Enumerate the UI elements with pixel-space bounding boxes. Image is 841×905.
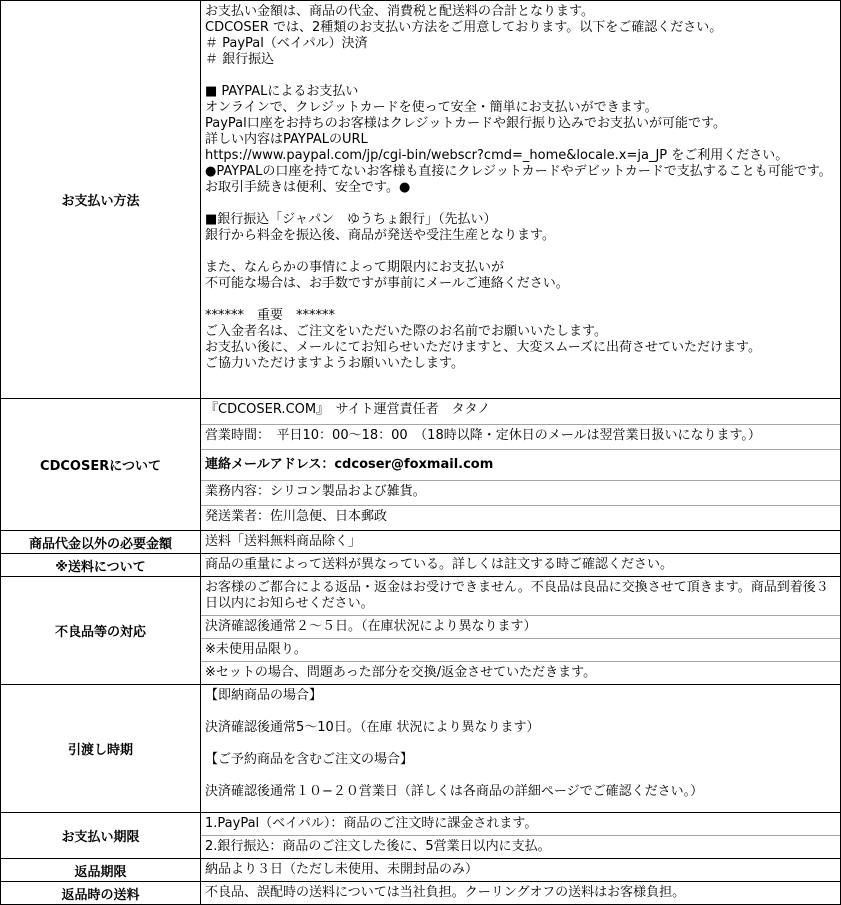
text-line: また、なんらかの事情によって期限内にお支払いが (205, 260, 505, 275)
text-line: PayPal口座をお持ちのお客様はクレジットカードや銀行振り込みでお支払いが可能です。 (205, 116, 726, 131)
text-line: お支払い後に、メールにてお知らせいただけますと、大変スムーズに出荷させていただけます。 (205, 340, 762, 355)
text-line: ●PAYPALの口座を持てないお客様も直接にクレジットカードやデビットカードで支払することも可能です。 (205, 164, 832, 179)
row-header-payment-deadline: お支払い期限 (1, 813, 201, 859)
text-line: 『CDCOSER.COM』 サイト運営責任者 タタノ (205, 402, 491, 417)
content-block (201, 577, 840, 615)
text-line: ※セットの場合、問題あった部分を交換/返金させていただきます。 (205, 665, 597, 680)
text-line (205, 768, 836, 784)
text-line: お客様のご都合による返品・返金はお受けできません。不良品は良品に交換させて頂きます。商品到着後３日以内にお知らせください。 (205, 580, 829, 611)
row-header-defective-items: 不良品等の対応 (1, 577, 201, 685)
shop-policy-table-body (1, 1, 841, 905)
row-header-delivery-time: 引渡し時期 (1, 685, 201, 813)
text-line (205, 704, 836, 720)
content-block (201, 661, 840, 684)
text-line: 商品の重量によって送料が異なっている。詳しくは註文する時ご確認ください。 (205, 557, 674, 572)
content-block (201, 859, 840, 881)
text-line: ご入金者名は、ご注文をいただいた際のお名前でお願いいたします。 (205, 324, 607, 339)
row-content-delivery-time (201, 685, 841, 813)
row-header-return-deadline: 返品期限 (1, 859, 201, 882)
text-line: オンラインで、クレジットカードを使って安全・簡単にお支払いができます。 (205, 100, 658, 115)
text-line: 【即納商品の場合】 (205, 688, 323, 703)
text-line: 不可能な場合は、お手数ですが事前にメールご連絡ください。 (205, 276, 569, 291)
content-block (201, 882, 840, 904)
text-line: ＃ 銀行振込 (205, 52, 275, 67)
content-block (201, 480, 840, 505)
table-row-shipping-note (1, 554, 841, 577)
content-block (201, 554, 840, 576)
content-block (201, 685, 840, 803)
text-line (205, 292, 836, 308)
text-line (205, 736, 836, 752)
text-line: 銀行から料金を振込後、商品が発送や受注生産となります。 (205, 228, 555, 243)
table-row-about-cdcoser (1, 399, 841, 531)
row-content-about-cdcoser (201, 399, 841, 531)
row-header-payment-method: お支払い方法 (1, 1, 201, 399)
text-line: お支払い金額は、商品の代金、消費税と配送料の合計となります。 (205, 4, 594, 19)
text-line: 決済確認後通常２〜５日。（在庫状況により異なります） (205, 619, 537, 634)
row-header-about-cdcoser: CDCOSERについて (1, 399, 201, 531)
table-row-delivery-time (1, 685, 841, 813)
text-line: CDCOSER では、2種類のお支払い方法をご用意しております。以下をご確認ください。 (205, 20, 723, 35)
text-line: 1.PayPal（ベイパル）：商品のご注文時に課金されます。 (205, 816, 538, 831)
content-block (201, 813, 840, 835)
text-line: 2.銀行振込：商品のご注文した後に、5営業日以内に支払。 (205, 839, 551, 854)
row-content-shipping-note (201, 554, 841, 577)
content-block (201, 424, 840, 449)
content-block (201, 531, 840, 553)
text-line: 【ご予約商品を含むご注文の場合】 (205, 752, 414, 767)
content-block (201, 615, 840, 638)
text-line: ■ PAYPALによるお支払い (205, 84, 359, 99)
text-line (205, 244, 836, 260)
row-content-defective-items (201, 577, 841, 685)
table-row-payment-deadline (1, 813, 841, 859)
table-row-return-shipping (1, 882, 841, 905)
text-line: ■銀行振込「ジャパン ゆうちょ銀行」（先払い） (205, 212, 497, 227)
text-line (205, 68, 836, 84)
table-row-return-deadline (1, 859, 841, 882)
row-content-payment-method (201, 1, 841, 399)
text-line: 発送業者：佐川急便、日本郵政 (205, 509, 388, 524)
table-row-payment-method (1, 1, 841, 399)
text-line: 営業時間： 平日10：00〜18：00 （18時以降・定休日のメールは翌営業日扱いになります。） (205, 428, 761, 443)
row-content-payment-deadline (201, 813, 841, 859)
content-block (201, 835, 840, 858)
row-header-return-shipping: 返品時の送料 (1, 882, 201, 905)
content-block (201, 1, 840, 375)
text-line: 送料「送料無料商品除く」 (205, 534, 362, 549)
row-header-shipping-note: ※送料について (1, 554, 201, 577)
text-line: 決済確認後通常5〜10日。（在庫 状況により異なります） (205, 720, 540, 735)
table-row-defective-items (1, 577, 841, 685)
text-line: 業務内容：シリコン製品および雑貨。 (205, 484, 426, 499)
text-line: 連絡メールアドレス：cdcoser@foxmail.com (205, 457, 494, 472)
text-line: お取引手続きは便利、安全です。● (205, 180, 411, 195)
text-line: https://www.paypal.com/jp/cgi-bin/webscr?cmd=_home&locale.x=ja_JP をご利用ください。 (205, 148, 789, 163)
content-block (201, 449, 840, 480)
row-content-return-deadline (201, 859, 841, 882)
row-content-return-shipping (201, 882, 841, 905)
content-block (201, 505, 840, 530)
row-content-extra-fees (201, 531, 841, 554)
table-row-extra-fees (1, 531, 841, 554)
text-line: 不良品、誤配時の送料については当社負担。クーリングオフの送料はお客様負担。 (205, 885, 686, 900)
text-line: ご協力いただけますようお願いいたします。 (205, 356, 464, 371)
content-block (201, 399, 840, 424)
text-line: ＃ PayPal（ベイパル）決済 (205, 36, 368, 51)
content-block (201, 638, 840, 661)
text-line: 決済確認後通常１０−２０営業日（詳しくは各商品の詳細ページでご確認ください。） (205, 784, 704, 799)
text-line: 詳しい内容はPAYPALのURL (205, 132, 368, 147)
text-line: ※未使用品限り。 (205, 642, 307, 657)
text-line: 納品より３日（ただし未使用、未開封品のみ） (205, 862, 479, 877)
text-line: ****** 重要 ****** (205, 308, 336, 323)
text-line (205, 196, 836, 212)
row-header-extra-fees: 商品代金以外の必要金額 (1, 531, 201, 554)
